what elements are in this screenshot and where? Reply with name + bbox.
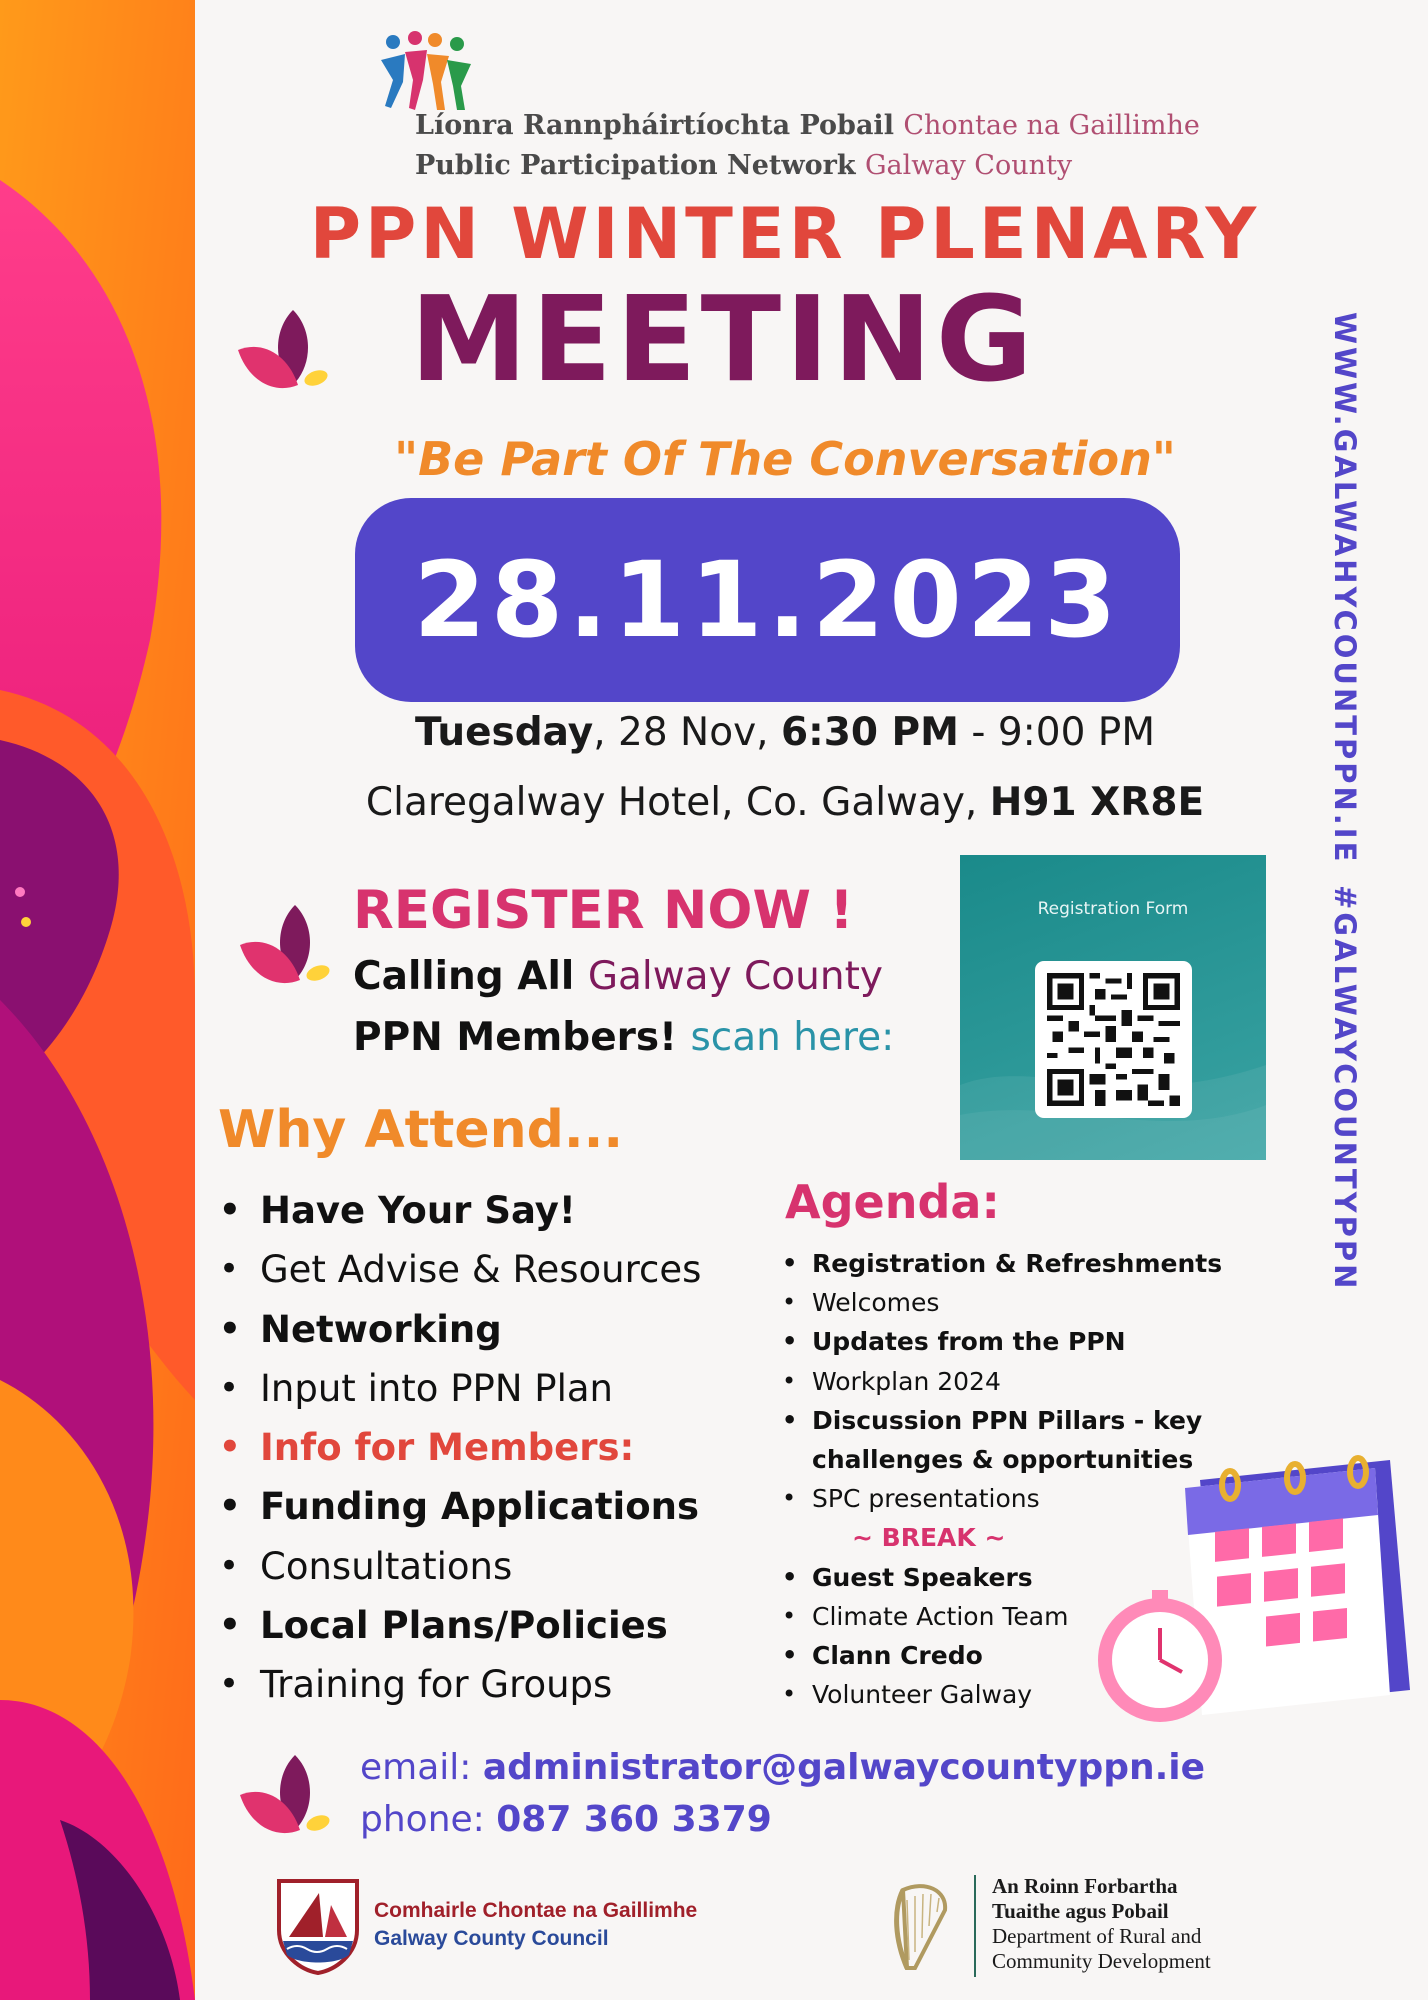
title-line-2: MEETING [410,270,1037,408]
slogan: "Be Part Of The Conversation" [394,432,1176,486]
list-item: challenges & opportunities [812,1444,1194,1474]
date-banner [355,498,1180,702]
why-attend-list [215,1181,701,1715]
galway-council-crest-icon [275,1875,361,1975]
harp-icon [885,1880,955,1972]
list-item: • Input into PPN Plan [215,1359,701,1418]
registration-qr-panel[interactable] [960,855,1266,1160]
list-item: • Updates from the PPN [780,1322,1222,1361]
list-item: • Get Advise & Resources [215,1240,701,1299]
agenda-heading: Agenda: [785,1175,1000,1229]
list-item: • SPC presentations [780,1479,1222,1518]
why-attend-heading: Why Attend... [218,1100,624,1160]
list-item: • Have Your Say! [215,1181,701,1240]
phone-link[interactable]: 087 360 3379 [496,1799,772,1840]
list-item: • Consultations [215,1537,701,1596]
list-item: • Clann Credo [780,1636,1222,1675]
list-item: • Volunteer Galway [780,1675,1222,1714]
list-item: • Local Plans/Policies [215,1596,701,1655]
members-line: PPN Members! scan here: [353,1015,895,1060]
email-link[interactable]: administrator@galwaycountyppn.ie [482,1747,1206,1788]
council-name-irish: Comhairle Chontae na Gaillimhe [374,1899,698,1922]
ppn-people-logo-icon [375,30,475,112]
qr-code[interactable] [1035,961,1192,1118]
petal-icon [238,310,333,395]
list-item: • Guest Speakers [780,1558,1222,1597]
council-name-english: Galway County Council [374,1927,609,1950]
list-item: • Funding Applications [215,1477,701,1536]
list-item: ~ BREAK ~ [852,1523,1006,1553]
list-item: • Workplan 2024 [780,1362,1222,1401]
list-item: • Registration & Refreshments [780,1244,1222,1283]
hashtag-vertical: #GALWAYCOUNTYPPN [1328,885,1362,1292]
list-item: • Discussion PPN Pillars - key [780,1401,1222,1440]
phone-line: phone: 087 360 3379 [360,1799,772,1840]
list-item: • Networking [215,1300,701,1359]
calling-line: Calling All Galway County [353,954,883,999]
logo-line-irish: Líonra Rannpháirtíochta Pobail Chontae na Gaillimhe [415,110,1200,141]
title-line-1: PPN WINTER PLENARY [309,193,1261,275]
list-item: • Info for Members: [215,1418,701,1477]
event-time-line: Tuesday, 28 Nov, 6:30 PM - 9:00 PM [415,710,1155,755]
petal-icon [240,905,335,990]
event-venue-line: Claregalway Hotel, Co. Galway, H91 XR8E [365,780,1205,825]
email-line: email: administrator@galwaycountyppn.ie [360,1747,1206,1788]
list-item: • Training for Groups [215,1655,701,1714]
qr-title: Registration Form [1037,899,1189,919]
department-name: An Roinn Forbartha Tuaithe agus Pobail Department of Rural and Community Development [992,1874,1211,1973]
calendar-clock-icon [1090,1440,1420,1740]
divider [974,1875,976,1977]
logo-line-english: Public Participation Network Galway County [415,150,1073,181]
decorative-sidebar-art [0,0,195,2000]
event-date: 28.11.2023 [413,539,1122,661]
list-item: • Welcomes [780,1283,1222,1322]
scan-here-text: scan here: [690,1015,895,1060]
petal-icon [240,1755,335,1840]
website-vertical[interactable]: WWW.GALWAHYCOUNTPPN.IE [1328,312,1362,865]
qr-code-icon [1047,973,1180,1106]
register-heading: REGISTER NOW ! [353,880,854,941]
list-item: • Climate Action Team [780,1597,1222,1636]
